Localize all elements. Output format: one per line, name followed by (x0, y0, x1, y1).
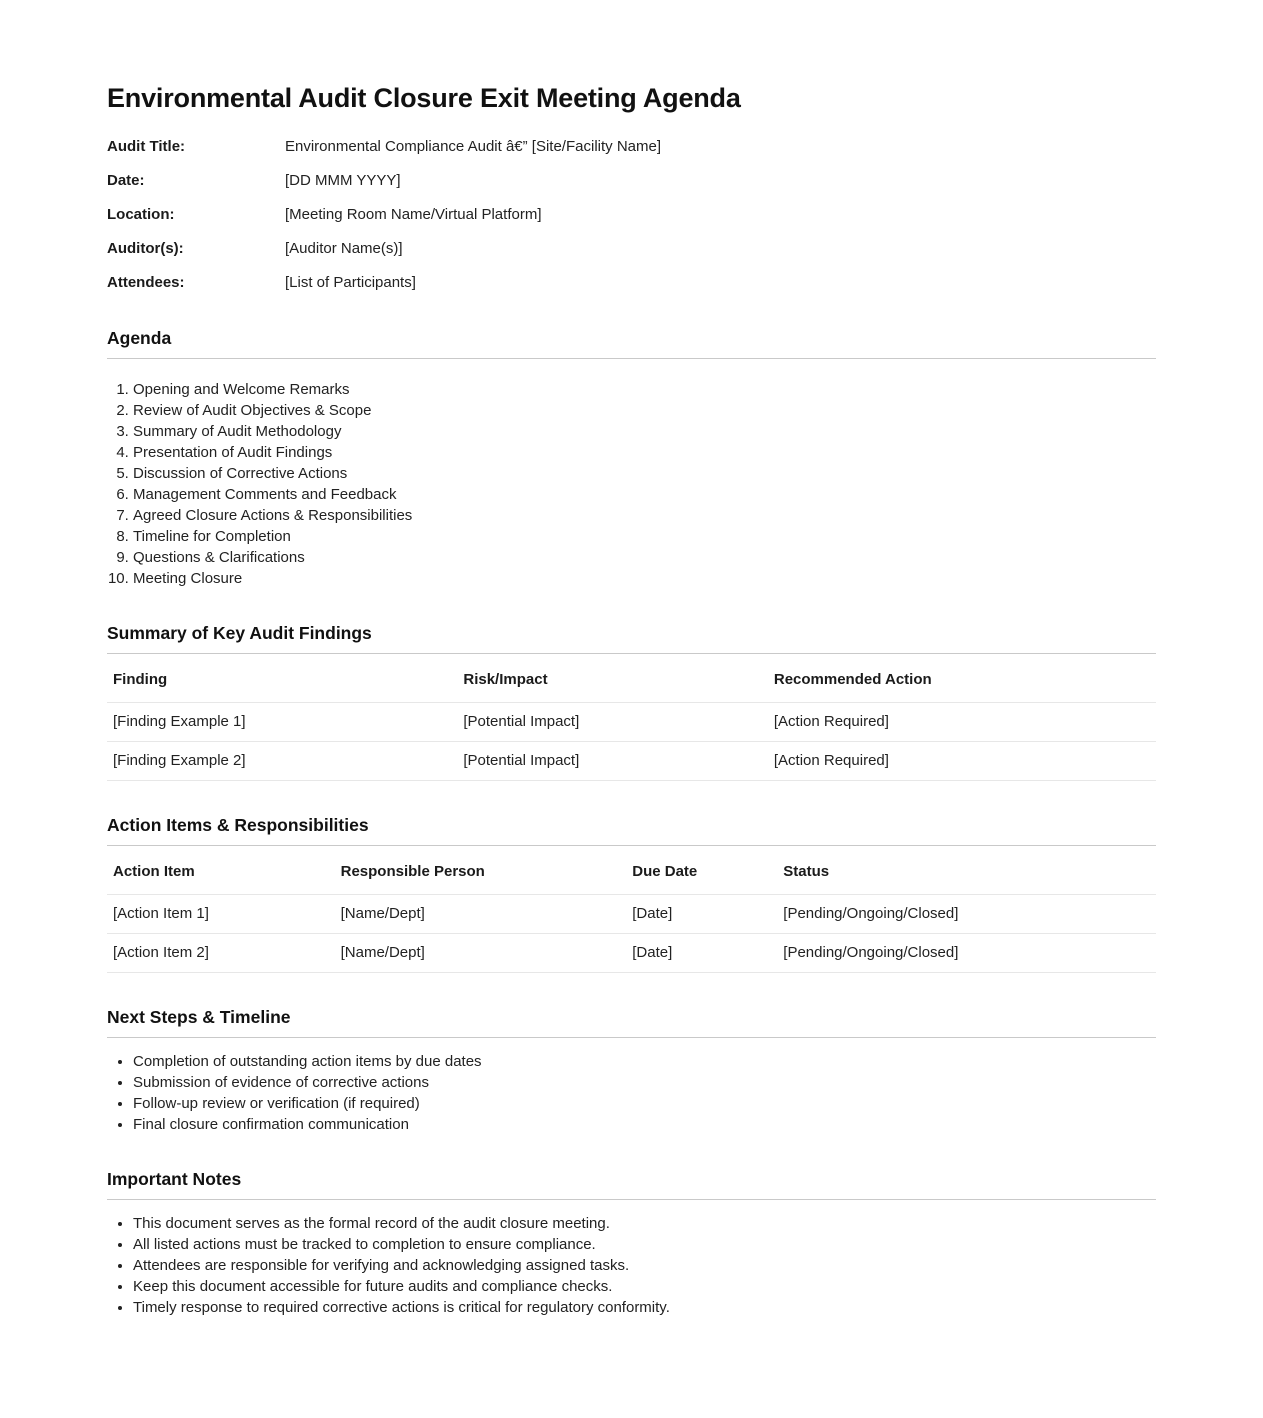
table-cell: [Pending/Ongoing/Closed] (777, 894, 1156, 933)
actions-col-header-person: Responsible Person (335, 846, 627, 895)
findings-table (107, 654, 1156, 781)
next-step-item: • Follow-up review or verification (if required) (133, 1093, 1156, 1114)
findings-table-header-row (107, 654, 1156, 703)
agenda-item: 2. Review of Audit Objectives & Scope (133, 400, 1156, 421)
meta-row-attendees (107, 272, 1156, 294)
next-step-item: • Final closure confirmation communication (133, 1114, 1156, 1135)
section-heading-important-notes: Important Notes (107, 1169, 1156, 1200)
table-cell: [Potential Impact] (457, 702, 768, 741)
note-item: • All listed actions must be tracked to completion to ensure compliance. (133, 1234, 1156, 1255)
agenda-item: 8. Timeline for Completion (133, 526, 1156, 547)
meta-label: Audit Title: (107, 137, 186, 155)
actions-col-header-item: Action Item (107, 846, 335, 895)
table-row (107, 702, 1156, 741)
table-cell: [Action Required] (768, 702, 1156, 741)
table-row (107, 894, 1156, 933)
action-items-table (107, 846, 1156, 973)
agenda-item: 3. Summary of Audit Methodology (133, 421, 1156, 442)
table-row (107, 933, 1156, 972)
meta-value: [Auditor Name(s)] (285, 239, 403, 257)
note-item: • Timely response to required corrective actions is critical for regulatory conformity. (133, 1297, 1156, 1318)
meta-value: [DD MMM YYYY] (285, 171, 401, 189)
meta-block (107, 136, 1156, 294)
meta-value: [Meeting Room Name/Virtual Platform] (285, 205, 542, 223)
section-heading-agenda: Agenda (107, 328, 1156, 359)
meta-label: Location: (107, 205, 175, 223)
table-cell: [Potential Impact] (457, 741, 768, 780)
meta-row-audit-title (107, 136, 1156, 158)
findings-col-header-action: Recommended Action (768, 654, 1156, 703)
section-heading-findings: Summary of Key Audit Findings (107, 623, 1156, 654)
table-cell: [Finding Example 2] (107, 741, 457, 780)
agenda-item: 10. Meeting Closure (133, 568, 1156, 589)
table-cell: [Name/Dept] (335, 933, 627, 972)
agenda-item: 7. Agreed Closure Actions & Responsibilities (133, 505, 1156, 526)
table-cell: [Date] (626, 933, 777, 972)
actions-col-header-due: Due Date (626, 846, 777, 895)
note-item: • Keep this document accessible for future audits and compliance checks. (133, 1276, 1156, 1297)
next-step-item: • Completion of outstanding action items by due dates (133, 1051, 1156, 1072)
actions-col-header-status: Status (777, 846, 1156, 895)
table-cell: [Action Required] (768, 741, 1156, 780)
important-notes-list (107, 1213, 1156, 1318)
table-cell: [Action Item 1] (107, 894, 335, 933)
agenda-item: 6. Management Comments and Feedback (133, 484, 1156, 505)
page-title: Environmental Audit Closure Exit Meeting Agenda (107, 83, 741, 113)
table-cell: [Name/Dept] (335, 894, 627, 933)
table-cell: [Pending/Ongoing/Closed] (777, 933, 1156, 972)
table-row (107, 741, 1156, 780)
meta-label: Attendees: (107, 273, 185, 291)
meta-row-auditors (107, 238, 1156, 260)
meta-label: Date: (107, 171, 145, 189)
action-items-table-header-row (107, 846, 1156, 895)
findings-col-header-finding: Finding (107, 654, 457, 703)
meta-row-location (107, 204, 1156, 226)
note-item: • This document serves as the formal record of the audit closure meeting. (133, 1213, 1156, 1234)
findings-col-header-risk: Risk/Impact (457, 654, 768, 703)
table-cell: [Finding Example 1] (107, 702, 457, 741)
next-steps-list (107, 1051, 1156, 1135)
next-step-item: • Submission of evidence of corrective actions (133, 1072, 1156, 1093)
agenda-item: 5. Discussion of Corrective Actions (133, 463, 1156, 484)
agenda-item: 1. Opening and Welcome Remarks (133, 379, 1156, 400)
meta-value: [List of Participants] (285, 273, 416, 291)
meta-label: Auditor(s): (107, 239, 184, 257)
table-cell: [Date] (626, 894, 777, 933)
agenda-list (107, 379, 1156, 589)
section-heading-action-items: Action Items & Responsibilities (107, 815, 1156, 846)
note-item: • Attendees are responsible for verifying and acknowledging assigned tasks. (133, 1255, 1156, 1276)
meta-row-date (107, 170, 1156, 192)
agenda-item: 9. Questions & Clarifications (133, 547, 1156, 568)
meta-value: Environmental Compliance Audit â€” [Site/Facility Name] (285, 137, 661, 155)
table-cell: [Action Item 2] (107, 933, 335, 972)
agenda-item: 4. Presentation of Audit Findings (133, 442, 1156, 463)
section-heading-next-steps: Next Steps & Timeline (107, 1007, 1156, 1038)
